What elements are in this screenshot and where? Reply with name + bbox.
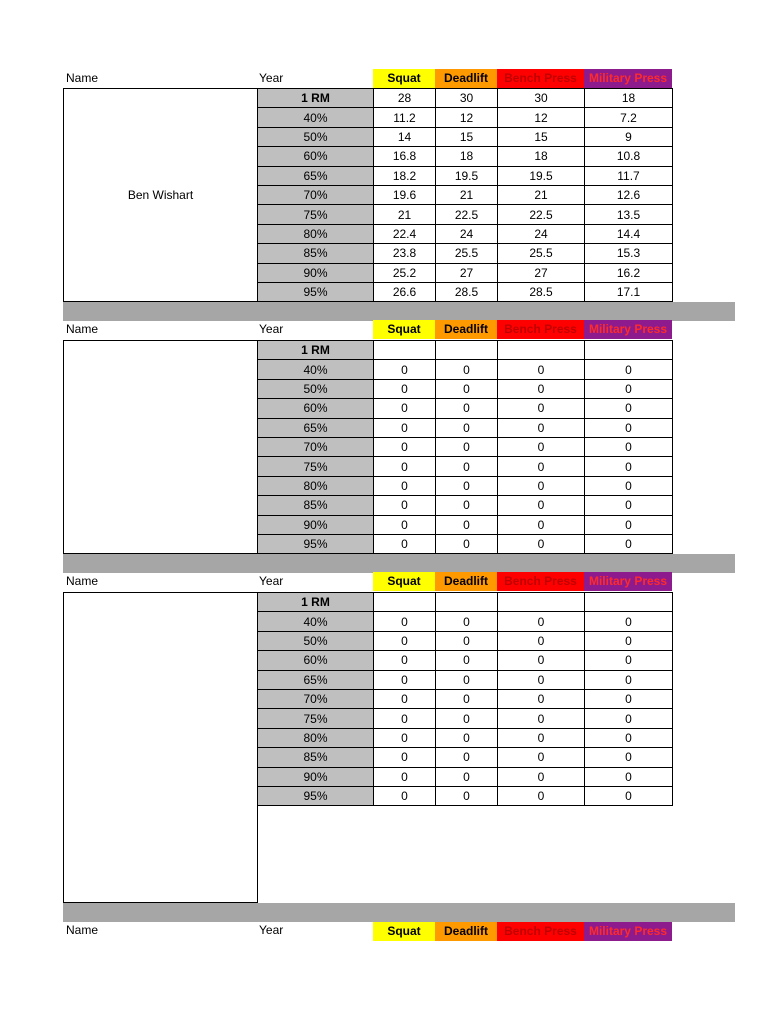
military-press-cell[interactable]: 0 [585, 709, 673, 728]
squat-cell[interactable]: 14 [374, 127, 436, 146]
bench-press-cell[interactable]: 0 [498, 534, 585, 553]
percent-label: 50% [258, 127, 374, 146]
military-press-cell[interactable]: 12.6 [585, 185, 673, 204]
deadlift-cell[interactable]: 0 [436, 496, 498, 515]
bench-press-cell[interactable]: 0 [498, 437, 585, 456]
squat-cell[interactable]: 0 [374, 515, 436, 534]
bench-press-cell[interactable]: 0 [498, 728, 585, 747]
military-press-cell[interactable]: 0 [585, 515, 673, 534]
deadlift-header: Deadlift [435, 320, 497, 339]
deadlift-cell[interactable]: 0 [436, 748, 498, 767]
bench-press-cell[interactable]: 0 [498, 748, 585, 767]
deadlift-cell[interactable]: 15 [436, 127, 498, 146]
military-press-cell[interactable]: 0 [585, 786, 673, 805]
deadlift-header: Deadlift [435, 922, 497, 941]
military-press-cell[interactable]: 15.3 [585, 244, 673, 263]
squat-cell[interactable]: 0 [374, 360, 436, 379]
bench-press-cell[interactable]: 0 [498, 670, 585, 689]
deadlift-cell[interactable]: 0 [436, 534, 498, 553]
percent-label: 80% [258, 728, 374, 747]
squat-cell[interactable]: 0 [374, 689, 436, 708]
deadlift-cell[interactable]: 0 [436, 709, 498, 728]
percent-label: 50% [258, 631, 374, 650]
bench-press-cell[interactable]: 18 [498, 147, 585, 166]
bench-press-cell[interactable]: 15 [498, 127, 585, 146]
deadlift-cell[interactable]: 0 [436, 689, 498, 708]
squat-cell[interactable]: 0 [374, 612, 436, 631]
deadlift-cell[interactable]: 0 [436, 399, 498, 418]
military-press-cell[interactable]: 0 [585, 631, 673, 650]
military-press-cell[interactable]: 0 [585, 457, 673, 476]
one-rm-label: 1 RM [258, 593, 374, 612]
deadlift-cell[interactable]: 0 [436, 612, 498, 631]
percent-label: 70% [258, 185, 374, 204]
bench-press-cell[interactable]: 0 [498, 612, 585, 631]
percent-label: 75% [258, 205, 374, 224]
year-label: Year [259, 322, 284, 336]
military-press-header: Military Press [584, 69, 672, 88]
percent-label: 60% [258, 147, 374, 166]
percent-label: 75% [258, 457, 374, 476]
percent-label: 80% [258, 476, 374, 495]
military-press-cell[interactable]: 0 [585, 748, 673, 767]
percent-label: 70% [258, 689, 374, 708]
military-press-header: Military Press [584, 572, 672, 591]
deadlift-header: Deadlift [435, 572, 497, 591]
squat-cell[interactable]: 23.8 [374, 244, 436, 263]
military-press-cell[interactable]: 16.2 [585, 263, 673, 282]
deadlift-cell[interactable]: 0 [436, 418, 498, 437]
deadlift-cell[interactable]: 28.5 [436, 282, 498, 301]
military-press-cell[interactable]: 0 [585, 399, 673, 418]
squat-cell[interactable]: 0 [374, 767, 436, 786]
percent-label: 65% [258, 418, 374, 437]
percent-label: 60% [258, 651, 374, 670]
deadlift-cell[interactable]: 0 [436, 476, 498, 495]
percent-label: 95% [258, 786, 374, 805]
percent-label: 75% [258, 709, 374, 728]
one-rm-label: 1 RM [258, 89, 374, 108]
deadlift-cell[interactable]: 19.5 [436, 166, 498, 185]
percent-label: 50% [258, 379, 374, 398]
bench-press-cell[interactable]: 30 [498, 89, 585, 108]
squat-cell[interactable]: 11.2 [374, 108, 436, 127]
bench-press-cell[interactable]: 0 [498, 360, 585, 379]
military-press-cell[interactable]: 0 [585, 728, 673, 747]
bench-press-cell[interactable]: 0 [498, 631, 585, 650]
military-press-header: Military Press [584, 922, 672, 941]
military-press-cell[interactable]: 0 [585, 612, 673, 631]
bench-press-cell[interactable]: 0 [498, 457, 585, 476]
squat-cell[interactable]: 0 [374, 379, 436, 398]
deadlift-cell[interactable]: 12 [436, 108, 498, 127]
bench-press-cell[interactable]: 12 [498, 108, 585, 127]
percent-label: 90% [258, 767, 374, 786]
deadlift-cell[interactable]: 0 [436, 651, 498, 670]
military-press-cell[interactable]: 0 [585, 689, 673, 708]
bench-press-cell[interactable]: 0 [498, 399, 585, 418]
bench-press-cell[interactable]: 24 [498, 224, 585, 243]
deadlift-cell[interactable]: 0 [436, 360, 498, 379]
percent-label: 90% [258, 263, 374, 282]
squat-cell[interactable]: 0 [374, 728, 436, 747]
name-label: Name [66, 923, 99, 937]
deadlift-cell[interactable]: 0 [436, 728, 498, 747]
bench-press-cell[interactable]: 0 [498, 767, 585, 786]
military-press-cell[interactable]: 10.8 [585, 147, 673, 166]
percent-label: 85% [258, 244, 374, 263]
squat-header: Squat [373, 320, 435, 339]
bench-press-cell[interactable]: 0 [498, 418, 585, 437]
name-label: Name [66, 71, 99, 85]
year-label: Year [259, 923, 284, 937]
squat-cell[interactable]: 0 [374, 534, 436, 553]
deadlift-cell[interactable]: 24 [436, 224, 498, 243]
military-press-cell[interactable]: 0 [585, 496, 673, 515]
bench-press-header: Bench Press [497, 69, 584, 88]
deadlift-cell[interactable]: 0 [436, 631, 498, 650]
one-rm-label: 1 RM [258, 341, 374, 360]
squat-cell[interactable]: 22.4 [374, 224, 436, 243]
squat-cell[interactable]: 19.6 [374, 185, 436, 204]
bench-press-cell[interactable]: 0 [498, 496, 585, 515]
squat-cell[interactable]: 0 [374, 748, 436, 767]
deadlift-cell[interactable]: 0 [436, 457, 498, 476]
squat-cell[interactable]: 0 [374, 399, 436, 418]
military-press-cell[interactable]: 0 [585, 670, 673, 689]
military-press-header: Military Press [584, 320, 672, 339]
deadlift-cell[interactable]: 0 [436, 379, 498, 398]
bench-press-cell[interactable]: 0 [498, 651, 585, 670]
percent-label: 95% [258, 282, 374, 301]
squat-cell[interactable]: 18.2 [374, 166, 436, 185]
deadlift-cell[interactable]: 22.5 [436, 205, 498, 224]
deadlift-cell[interactable]: 0 [436, 437, 498, 456]
deadlift-cell[interactable]: 21 [436, 185, 498, 204]
military-press-cell[interactable]: 14.4 [585, 224, 673, 243]
military-press-cell[interactable]: 0 [585, 767, 673, 786]
squat-cell[interactable]: 0 [374, 631, 436, 650]
deadlift-cell[interactable]: 0 [436, 786, 498, 805]
squat-cell[interactable]: 21 [374, 205, 436, 224]
athlete-name: Ben Wishart [127, 188, 194, 202]
military-press-cell[interactable]: 0 [585, 437, 673, 456]
deadlift-cell[interactable]: 0 [436, 515, 498, 534]
squat-cell[interactable]: 0 [374, 457, 436, 476]
squat-cell[interactable]: 0 [374, 476, 436, 495]
squat-cell[interactable]: 16.8 [374, 147, 436, 166]
military-press-cell[interactable]: 11.7 [585, 166, 673, 185]
bench-press-cell[interactable]: 0 [498, 689, 585, 708]
bench-press-cell[interactable]: 0 [498, 709, 585, 728]
deadlift-cell[interactable]: 25.5 [436, 244, 498, 263]
percent-label: 40% [258, 612, 374, 631]
military-press-cell[interactable]: 0 [585, 379, 673, 398]
squat-header: Squat [373, 922, 435, 941]
deadlift-cell[interactable]: 0 [436, 670, 498, 689]
bench-press-cell[interactable]: 27 [498, 263, 585, 282]
bench-press-cell[interactable]: 0 [498, 379, 585, 398]
deadlift-header: Deadlift [435, 69, 497, 88]
squat-cell[interactable]: 0 [374, 651, 436, 670]
military-press-cell[interactable]: 0 [585, 418, 673, 437]
bench-press-cell[interactable]: 19.5 [498, 166, 585, 185]
bench-press-cell[interactable]: 28.5 [498, 282, 585, 301]
percent-label: 70% [258, 437, 374, 456]
bench-press-cell[interactable]: 0 [498, 786, 585, 805]
percent-label: 65% [258, 166, 374, 185]
squat-cell[interactable]: 0 [374, 437, 436, 456]
bench-press-cell[interactable]: 21 [498, 185, 585, 204]
percent-label: 90% [258, 515, 374, 534]
percent-label: 40% [258, 108, 374, 127]
squat-cell[interactable]: 0 [374, 418, 436, 437]
percent-label: 80% [258, 224, 374, 243]
percent-label: 85% [258, 496, 374, 515]
military-press-cell[interactable]: 0 [585, 476, 673, 495]
military-press-cell[interactable]: 0 [585, 651, 673, 670]
name-label: Name [66, 574, 99, 588]
deadlift-cell[interactable]: 30 [436, 89, 498, 108]
bench-press-cell[interactable]: 22.5 [498, 205, 585, 224]
squat-cell[interactable]: 0 [374, 496, 436, 515]
deadlift-cell[interactable]: 27 [436, 263, 498, 282]
bench-press-header: Bench Press [497, 922, 584, 941]
percent-label: 60% [258, 399, 374, 418]
military-press-cell[interactable]: 18 [585, 89, 673, 108]
deadlift-cell[interactable]: 18 [436, 147, 498, 166]
squat-cell[interactable]: 0 [374, 786, 436, 805]
percent-label: 40% [258, 360, 374, 379]
bench-press-cell[interactable]: 0 [498, 515, 585, 534]
squat-cell[interactable]: 0 [374, 709, 436, 728]
military-press-cell[interactable]: 9 [585, 127, 673, 146]
percent-label: 95% [258, 534, 374, 553]
squat-cell[interactable]: 26.6 [374, 282, 436, 301]
bench-press-cell[interactable]: 25.5 [498, 244, 585, 263]
bench-press-header: Bench Press [497, 572, 584, 591]
squat-cell[interactable]: 25.2 [374, 263, 436, 282]
military-press-cell[interactable]: 17.1 [585, 282, 673, 301]
percent-label: 65% [258, 670, 374, 689]
bench-press-header: Bench Press [497, 320, 584, 339]
squat-header: Squat [373, 69, 435, 88]
name-label: Name [66, 322, 99, 336]
military-press-cell[interactable]: 0 [585, 534, 673, 553]
squat-cell[interactable]: 0 [374, 670, 436, 689]
year-label: Year [259, 71, 284, 85]
military-press-cell[interactable]: 13.5 [585, 205, 673, 224]
squat-cell[interactable]: 28 [374, 89, 436, 108]
bench-press-cell[interactable]: 0 [498, 476, 585, 495]
military-press-cell[interactable]: 7.2 [585, 108, 673, 127]
year-label: Year [259, 574, 284, 588]
military-press-cell[interactable]: 0 [585, 360, 673, 379]
percent-label: 85% [258, 748, 374, 767]
squat-header: Squat [373, 572, 435, 591]
deadlift-cell[interactable]: 0 [436, 767, 498, 786]
